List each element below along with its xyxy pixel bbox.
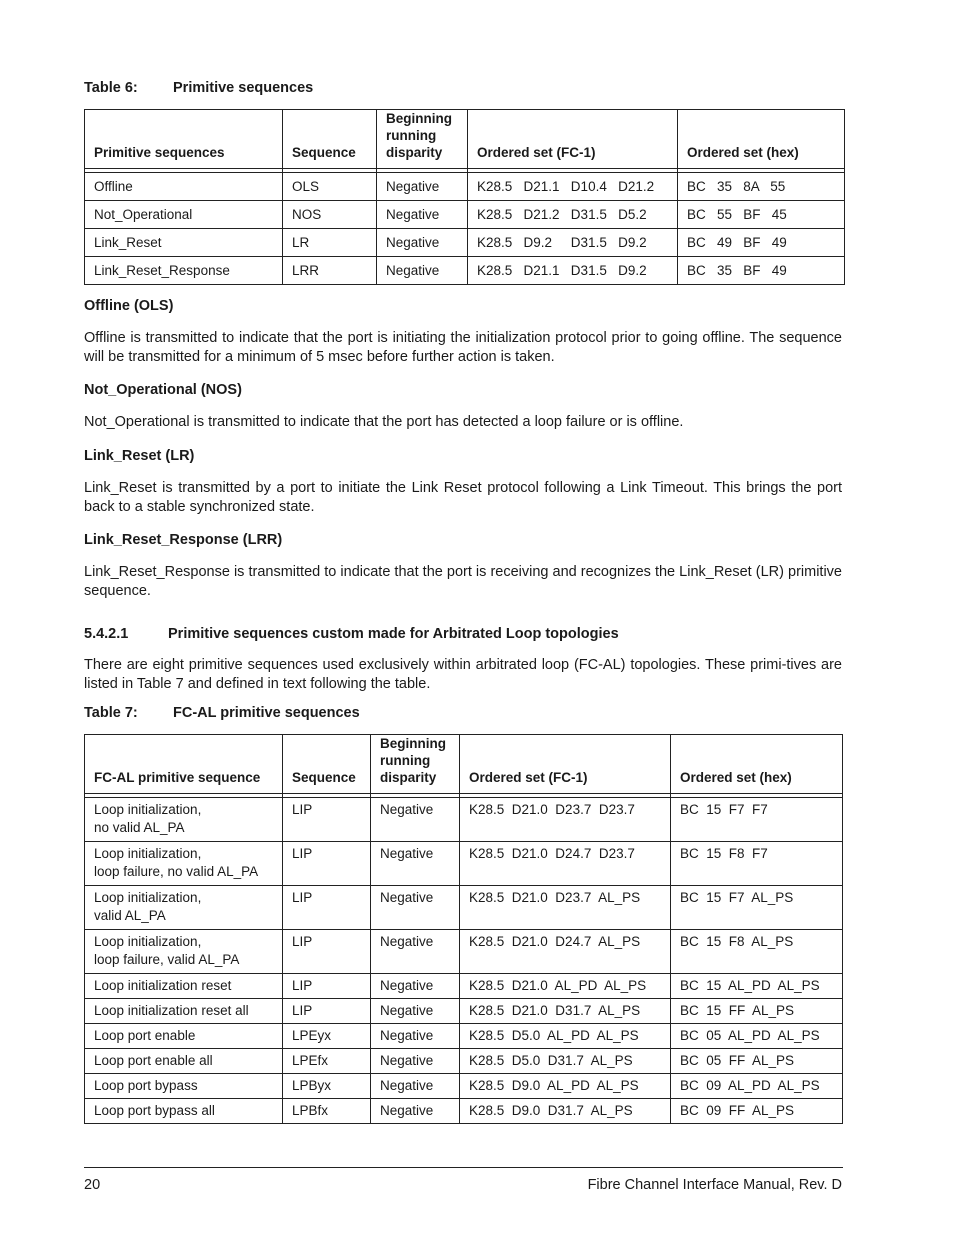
table-cell: BC 05 FF AL_PS [671, 1049, 843, 1074]
table-row [85, 1024, 843, 1049]
table-cell: BC 15 F7 F7 [671, 798, 843, 842]
table-cell: LIP [283, 798, 371, 842]
table-cell: LIP [283, 886, 371, 930]
table-cell: BC 15 F8 F7 [671, 842, 843, 886]
table-cell: Link_Reset [85, 229, 283, 257]
table-cell: Negative [371, 930, 460, 974]
table-cell: LIP [283, 974, 371, 999]
table-cell: BC 05 AL_PD AL_PS [671, 1024, 843, 1049]
table-cell: LRR [283, 257, 377, 285]
table-cell: Negative [371, 1074, 460, 1099]
table-cell: LPEyx [283, 1024, 371, 1049]
table-cell: Loop initialization reset [85, 974, 283, 999]
subsection-text: There are eight primitive sequences used exclusively within arbitrated loop (FC-AL) topologies. These primi-tives are listed in Table 7 and defined in text following the table. [84, 657, 842, 692]
table6-header-cell: Sequence [283, 110, 377, 169]
table-cell: Negative [377, 201, 468, 229]
table7-caption-title: FC-AL primitive sequences [173, 705, 360, 721]
table-cell: K28.5 D21.0 D31.7 AL_PS [460, 999, 671, 1024]
table-cell: K28.5 D21.0 AL_PD AL_PS [460, 974, 671, 999]
table-cell: BC 15 F8 AL_PS [671, 930, 843, 974]
table-cell: Negative [377, 173, 468, 201]
section-heading-link-reset-response: Link_Reset_Response (LRR) [84, 532, 283, 548]
table-cell: BC 15 F7 AL_PS [671, 886, 843, 930]
table-cell: Negative [377, 229, 468, 257]
table-row [85, 1049, 843, 1074]
table6 [84, 109, 845, 285]
table-row [85, 999, 843, 1024]
document-title: Fibre Channel Interface Manual, Rev. D [587, 1177, 842, 1193]
table6-caption-title: Primitive sequences [173, 80, 314, 96]
table-cell: LPBfx [283, 1099, 371, 1124]
table-row [85, 1099, 843, 1124]
table-row [85, 886, 843, 930]
table-cell: Not_Operational [85, 201, 283, 229]
table-cell: K28.5 D5.0 AL_PD AL_PS [460, 1024, 671, 1049]
table-cell: BC 35 BF 49 [678, 257, 845, 285]
table6-header-cell: Ordered set (hex) [678, 110, 845, 169]
table-cell: LPByx [283, 1074, 371, 1099]
table-row [85, 173, 845, 201]
table-cell: K28.5 D21.0 D24.7 D23.7 [460, 842, 671, 886]
table7-header-cell: FC-AL primitive sequence [85, 735, 283, 794]
table-row [85, 974, 843, 999]
table7-header-cell: Sequence [283, 735, 371, 794]
table-cell: Negative [371, 1099, 460, 1124]
table-cell: K28.5 D21.2 D31.5 D5.2 [468, 201, 678, 229]
table-cell: Negative [371, 886, 460, 930]
table6-caption [84, 80, 313, 96]
table6-header-cell: Ordered set (FC-1) [468, 110, 678, 169]
table-cell: LIP [283, 930, 371, 974]
footer-rule [84, 1167, 843, 1168]
table-cell: Loop initialization, no valid AL_PA [85, 798, 283, 842]
table-row [85, 229, 845, 257]
table-cell: K28.5 D9.0 D31.7 AL_PS [460, 1099, 671, 1124]
table-cell: Loop initialization, loop failure, no valid AL_PA [85, 842, 283, 886]
section-heading-offline: Offline (OLS) [84, 298, 174, 314]
table-cell: Loop port bypass [85, 1074, 283, 1099]
table-cell: Negative [377, 257, 468, 285]
table-cell: LPEfx [283, 1049, 371, 1074]
table-row [85, 1074, 843, 1099]
table-cell: Loop initialization, valid AL_PA [85, 886, 283, 930]
table6-header-cell: Primitive sequences [85, 110, 283, 169]
table-cell: Loop port enable [85, 1024, 283, 1049]
table-cell: BC 15 FF AL_PS [671, 999, 843, 1024]
table-cell: K28.5 D5.0 D31.7 AL_PS [460, 1049, 671, 1074]
table-cell: Loop port enable all [85, 1049, 283, 1074]
table7-caption [84, 705, 360, 721]
table-cell: K28.5 D9.0 AL_PD AL_PS [460, 1074, 671, 1099]
table-cell: Negative [371, 842, 460, 886]
table-cell: LIP [283, 999, 371, 1024]
table-cell: K28.5 D21.1 D31.5 D9.2 [468, 257, 678, 285]
table-cell: NOS [283, 201, 377, 229]
table-cell: Link_Reset_Response [85, 257, 283, 285]
table6-header-cell: Beginning running disparity [377, 110, 468, 169]
table-cell: BC 55 BF 45 [678, 201, 845, 229]
subsection-title: Primitive sequences custom made for Arbitrated Loop topologies [168, 626, 619, 642]
section-heading-link-reset: Link_Reset (LR) [84, 448, 195, 464]
page-number: 20 [84, 1177, 101, 1193]
table-cell: K28.5 D21.0 D24.7 AL_PS [460, 930, 671, 974]
table-cell: Loop port bypass all [85, 1099, 283, 1124]
table-cell: BC 09 AL_PD AL_PS [671, 1074, 843, 1099]
table6-caption-number: Table 6: [84, 80, 138, 96]
table-cell: Negative [371, 1024, 460, 1049]
table-cell: Loop initialization, loop failure, valid AL_PA [85, 930, 283, 974]
table-cell: Negative [371, 974, 460, 999]
table-cell: K28.5 D21.1 D10.4 D21.2 [468, 173, 678, 201]
table-cell: BC 35 8A 55 [678, 173, 845, 201]
table-cell: K28.5 D21.0 D23.7 D23.7 [460, 798, 671, 842]
table-row [85, 842, 843, 886]
section-text-not-operational: Not_Operational is transmitted to indicate that the port has detected a loop failure or is offline. [84, 414, 684, 430]
table-cell: LIP [283, 842, 371, 886]
subsection-heading [84, 626, 619, 642]
table-cell: Offline [85, 173, 283, 201]
table7-header-cell: Beginning running disparity [371, 735, 460, 794]
table-row [85, 930, 843, 974]
table-row [85, 257, 845, 285]
table-cell: K28.5 D9.2 D31.5 D9.2 [468, 229, 678, 257]
table-cell: OLS [283, 173, 377, 201]
table7-caption-number: Table 7: [84, 705, 138, 721]
table-cell: BC 49 BF 49 [678, 229, 845, 257]
table-cell: BC 09 FF AL_PS [671, 1099, 843, 1124]
table7-header-cell: Ordered set (hex) [671, 735, 843, 794]
section-heading-not-operational: Not_Operational (NOS) [84, 382, 242, 398]
table-cell: BC 15 AL_PD AL_PS [671, 974, 843, 999]
table-cell: LR [283, 229, 377, 257]
table-cell: Negative [371, 999, 460, 1024]
table-cell: Negative [371, 798, 460, 842]
table7-header-cell: Ordered set (FC-1) [460, 735, 671, 794]
section-text-link-reset: Link_Reset is transmitted by a port to initiate the Link Reset protocol following a Link Timeout. This brings the port back to a stable synchronized state. [84, 480, 842, 515]
table-cell: Loop initialization reset all [85, 999, 283, 1024]
table-row [85, 201, 845, 229]
table-row [85, 798, 843, 842]
table-cell: K28.5 D21.0 D23.7 AL_PS [460, 886, 671, 930]
table7 [84, 734, 843, 1124]
section-text-offline: Offline is transmitted to indicate that the port is initiating the initialization protocol prior to going offline. The sequence will be transmitted for a minimum of 5 msec before further action is taken. [84, 330, 842, 365]
section-text-link-reset-response: Link_Reset_Response is transmitted to indicate that the port is receiving and recognizes the Link_Reset (LR) primitive sequence. [84, 564, 842, 599]
subsection-number: 5.4.2.1 [84, 626, 129, 642]
table-cell: Negative [371, 1049, 460, 1074]
